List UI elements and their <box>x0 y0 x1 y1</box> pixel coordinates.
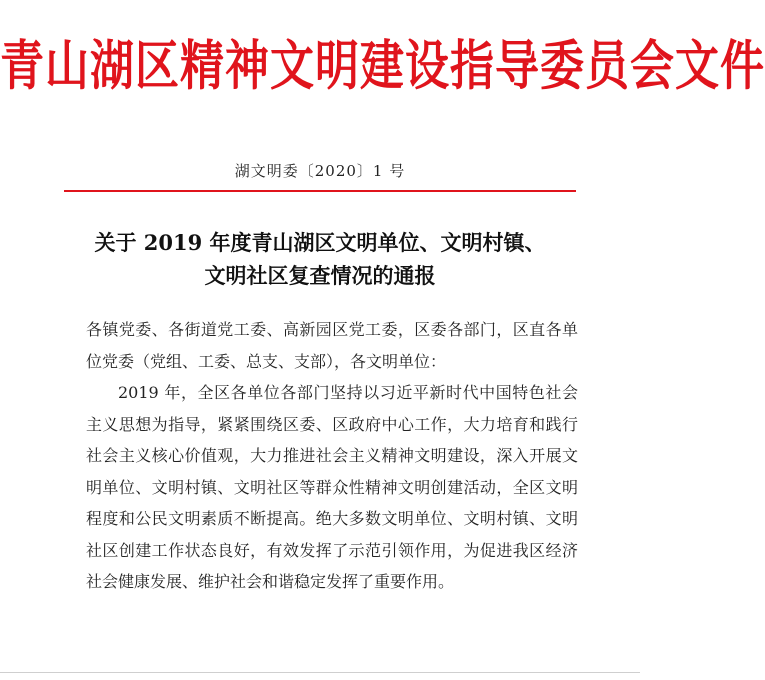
body-paragraph: 2019 年，全区各单位各部门坚持以习近平新时代中国特色社会主义思想为指导，紧紧围绕区委、区政府中心工作，大力培育和践行社会主义核心价值观，大力推进社会主义精神文明建设，深入开展文明单位、文明村镇、文明社区等群众性精神文明创建活动，全区文明程度和公民文明素质不断提高。绝大多数文明单位、文明村镇、文明社区创建工作状态良好，有效发挥了示范引领作用，为促进我区经济社会健康发展、维护社会和谐稳定发挥了重要作用。 <box>86 383 578 591</box>
masthead-title: 青山湖区精神文明建设指导委员会文件 <box>0 35 765 98</box>
notice-title-line1: 关于 2019 年度青山湖区文明单位、文明村镇、 <box>94 230 546 255</box>
red-separator-line <box>64 190 576 192</box>
document-number: 湖文明委〔2020〕1 号 <box>234 162 406 180</box>
notice-title-line2: 文明社区复查情况的通报 <box>204 263 436 288</box>
salutation: 各镇党委、各街道党工委、高新园区党工委，区委各部门，区直各单位党委（党组、工委、总支、支部），各文明单位： <box>86 320 578 371</box>
notice-title <box>40 226 600 292</box>
notice-body <box>86 314 578 598</box>
page-bottom-divider <box>0 672 640 673</box>
